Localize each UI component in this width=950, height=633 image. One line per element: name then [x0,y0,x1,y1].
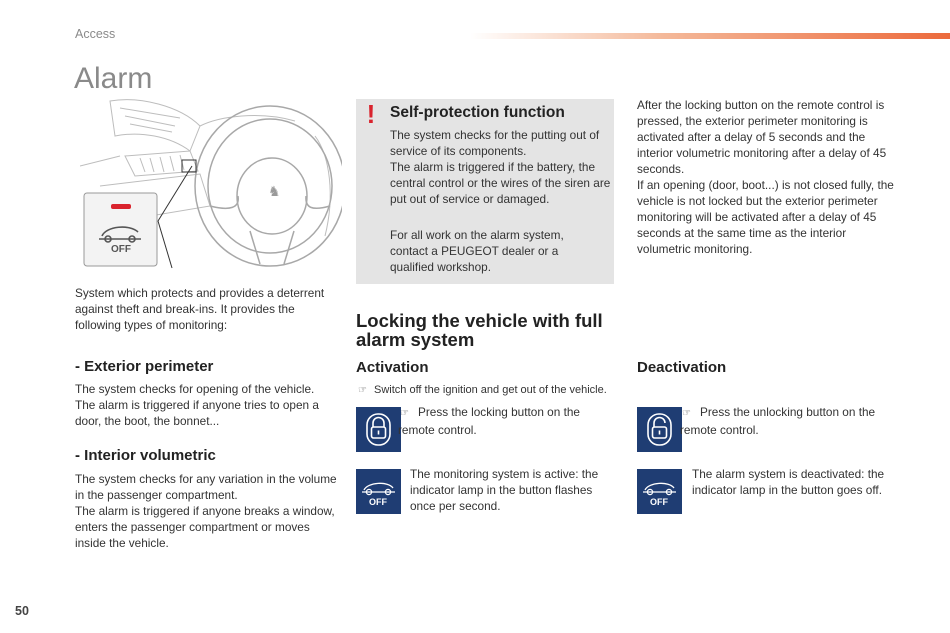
section-label: Access [75,27,116,41]
self-protection-text: The system checks for the putting out of service of its components. The alarm is triggered if the battery, the central control or the wires of the siren are put out of service or damaged. [390,128,611,206]
dashboard-illustration [80,96,342,276]
header-accent-rule [470,33,950,39]
right-column-text: After the locking button on the remote control is pressed, the exterior perimeter monitoring is activated after a delay of 5 seconds and the interior volumetric monitoring after a delay of 45 seconds. If an opening (door, boot...) is not closed fully, the vehicle is not locked but the exterior perimeter monitoring will be activated after a delay of 45 seconds at the same time as the interior volumetric monitoring. [637,98,894,256]
svg-text:OFF: OFF [369,497,387,507]
self-protection-dealer-text: For all work on the alarm system, contact a PEUGEOT dealer or a qualified workshop. [390,228,564,274]
lock-button-tile [356,407,401,452]
locking-heading: Locking the vehicle with full alarm system [356,310,603,350]
unlock-button-tile [637,407,682,452]
bullet-icon: ☞ [400,408,409,419]
bullet-icon: ☞ [682,408,691,419]
bullet-icon: ☞ [358,385,367,396]
svg-text:♞: ♞ [268,185,281,200]
page-title: Alarm [74,62,153,95]
padlock-locked-icon [356,407,401,452]
car-alarm-off-icon [637,469,682,514]
page-number: 50 [15,604,29,618]
deactivation-step-2: The alarm system is deactivated: the indicator lamp in the button goes off. [692,467,885,497]
activation-step-1: ☞ Press the locking button on the remote control. [398,405,580,437]
deactivation-heading: Deactivation [637,359,727,376]
activation-step-2: The monitoring system is active: the indicator lamp in the button flashes once per second. [410,467,599,513]
activation-step-0: ☞ Switch off the ignition and get out of the vehicle. [358,382,620,399]
padlock-unlocked-icon [637,407,682,452]
interior-heading: - Interior volumetric [75,447,216,464]
svg-text:OFF: OFF [650,497,668,507]
activation-heading: Activation [356,359,429,376]
interior-text: The system checks for any variation in the volume in the passenger compartment. The alarm is triggered if anyone breaks a window, enters the passenger compartment or moves inside the vehicle. [75,472,337,550]
car-alarm-off-icon [356,469,401,514]
alarm-off-button-tile-2 [637,469,682,514]
exterior-text: The system checks for opening of the vehicle. The alarm is triggered if anyone tries to open a door, the boot, the bonnet... [75,382,319,428]
svg-text:OFF: OFF [111,244,131,255]
exterior-heading: - Exterior perimeter [75,358,214,375]
warning-icon: ! [366,99,376,129]
self-protection-heading: Self-protection function [390,104,565,121]
deactivation-step-1: ☞ Press the unlocking button on the remote control. [680,405,876,437]
alarm-off-button-tile [356,469,401,514]
intro-text: System which protects and provides a deterrent against theft and break-ins. It provides the following types of monitoring: [75,286,325,332]
